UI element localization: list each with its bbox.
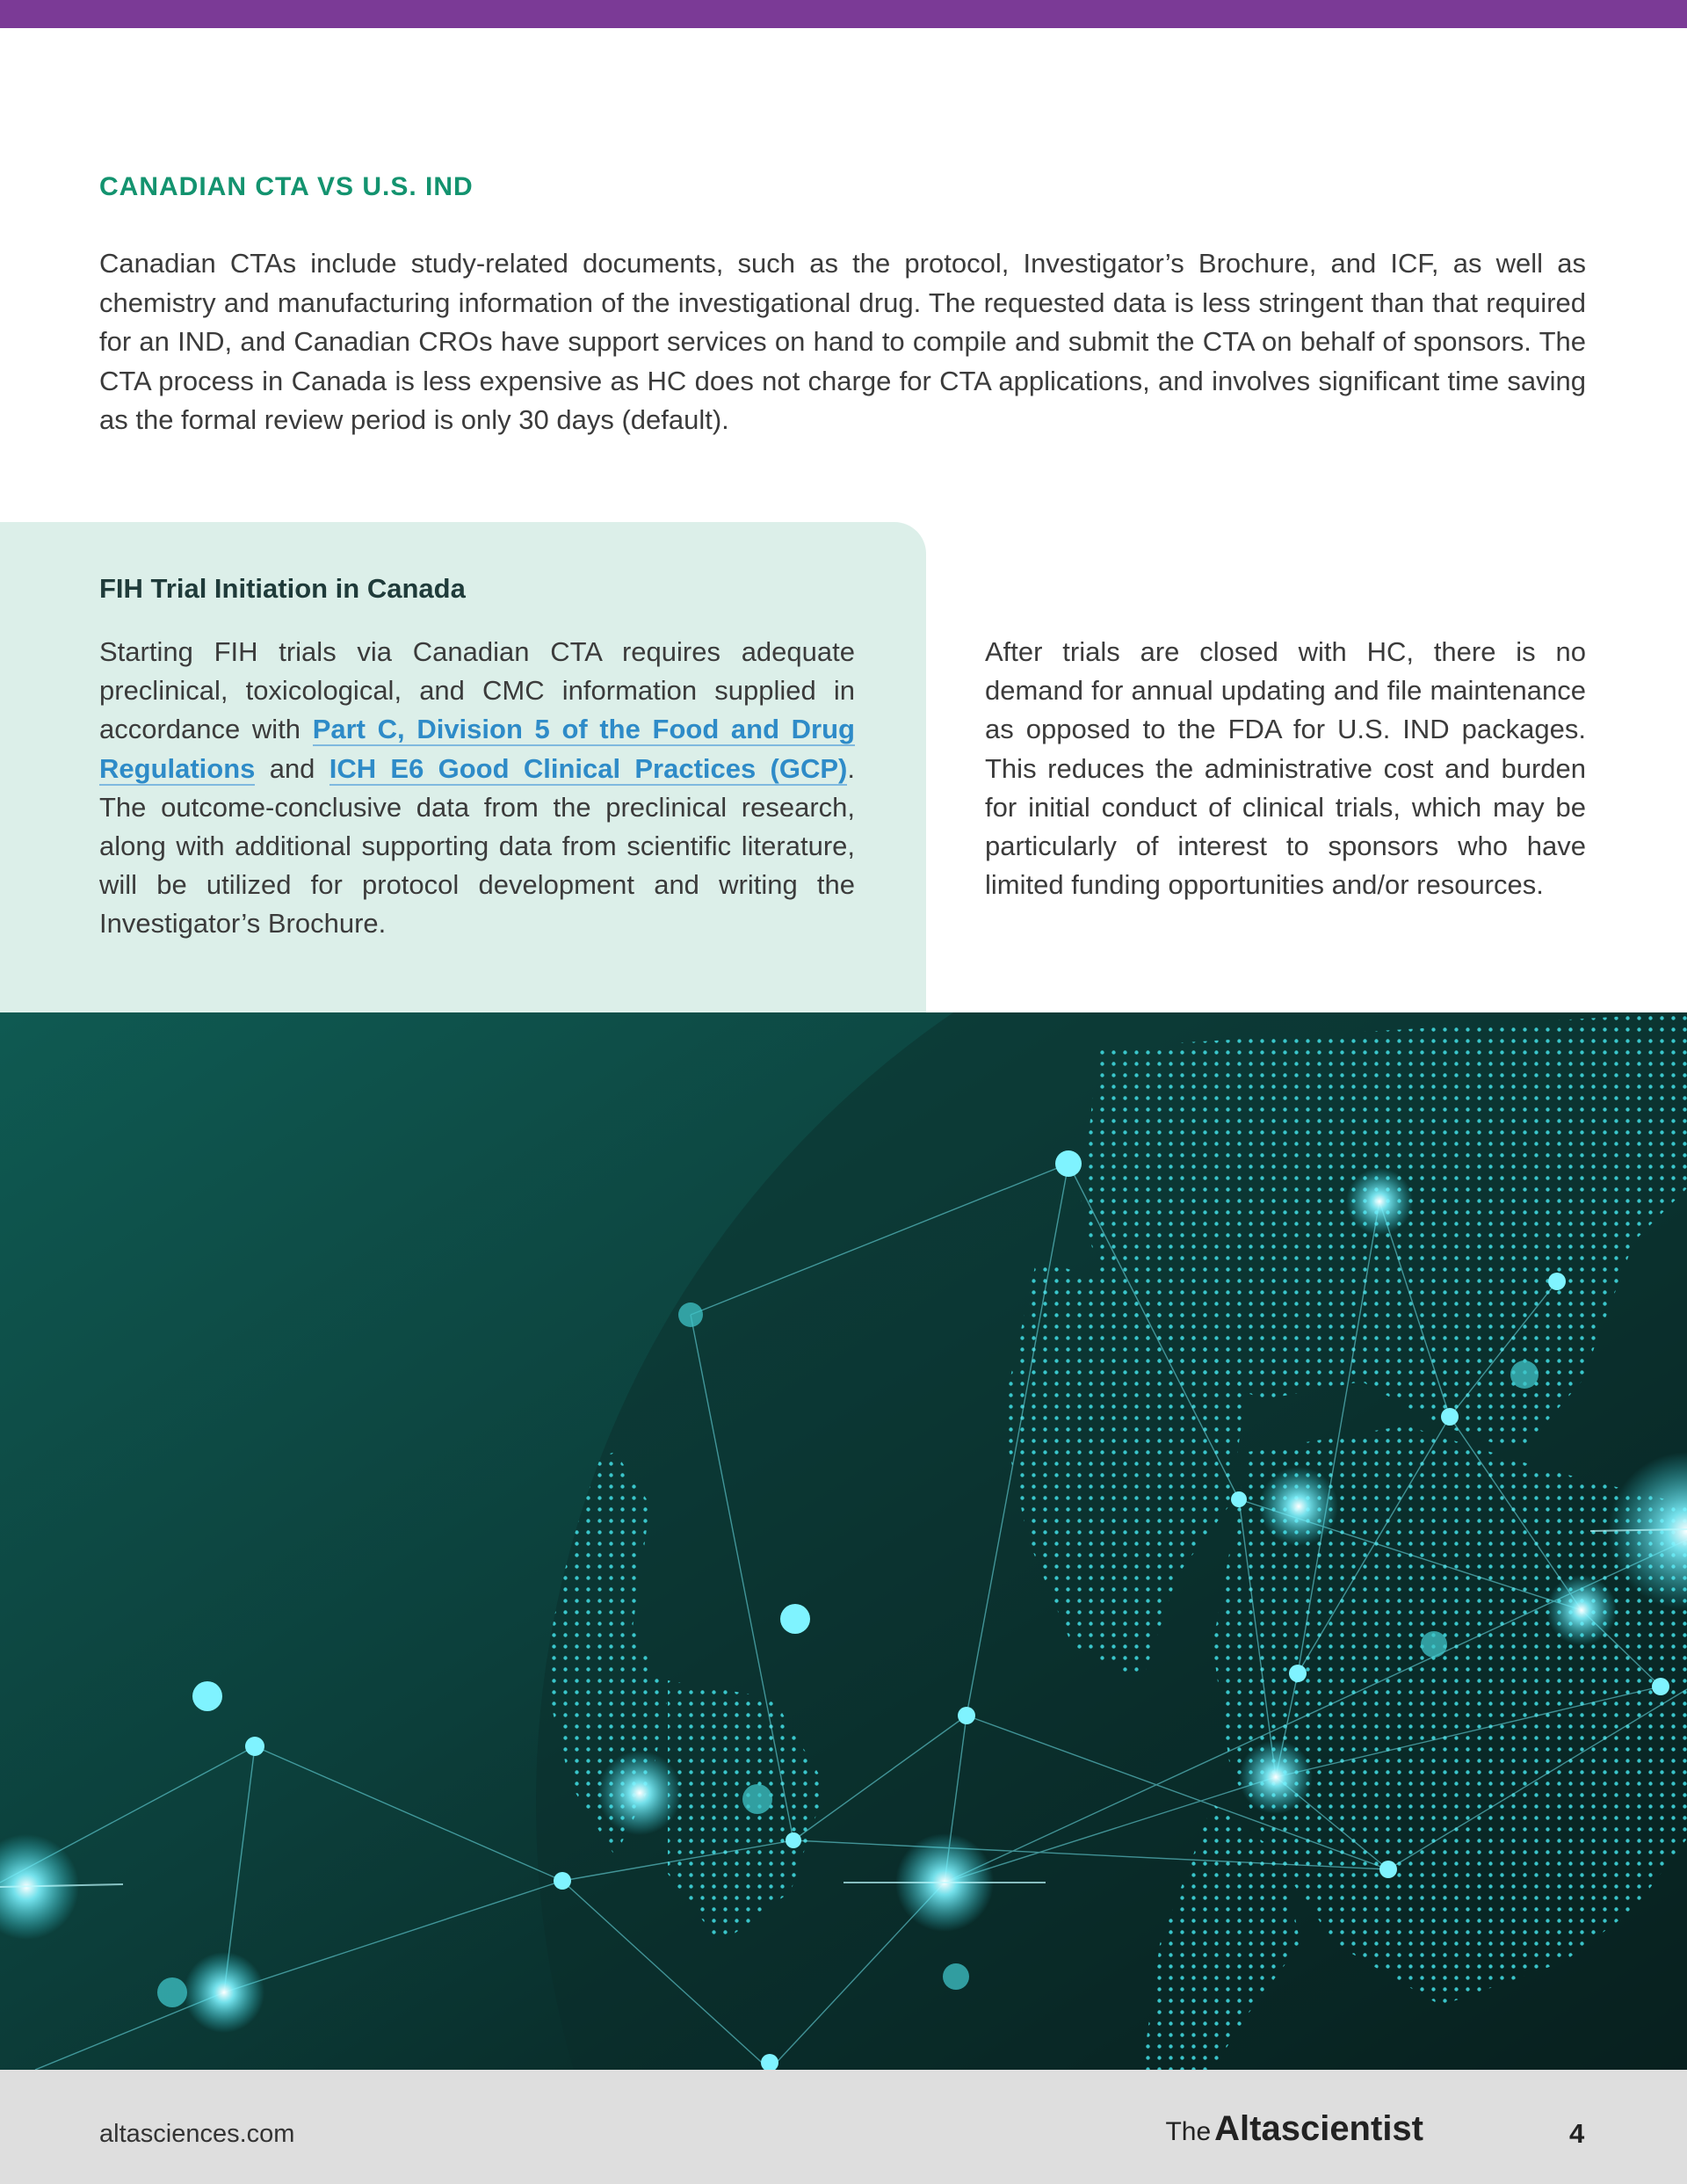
callout-text-part3: . The outcome-conclusive data from the preclinical research, along with additional supporting data from scientific literature, will be utilized for protocol development and writing the Investigator’s Brochure. — [99, 752, 855, 940]
right-column-paragraph: After trials are closed with HC, there is no demand for annual updating and file maintenance as opposed to the FDA for U.S. IND packages. This reduces the administrative cost and burden for initial conduct of clinical trials, which may be particularly of interest to sponsors who have limited funding opportunities and/or resources. — [985, 636, 1586, 901]
top-accent-bar — [0, 0, 1687, 28]
globe-network-illustration — [0, 1012, 1687, 2070]
callout-text-part2: and — [255, 752, 329, 784]
brand-prefix: The — [1165, 2117, 1212, 2146]
food-drug-regulations-link[interactable]: Part C, Division 5 of the Food and Drug Regulations — [99, 714, 855, 784]
footer-url[interactable]: altasciences.com — [99, 2120, 295, 2148]
intro-paragraph: Canadian CTAs include study-related documents, such as the protocol, Investigator’s Brochure, and ICF, as well as chemistry and manufacturing information of the investigational drug. The requested data is less stringent than that required for an IND, and Canadian CROs have support services on hand to compile and submit the CTA on behalf of sponsors. The CTA process in Canada is less expensive as HC does not charge for CTA applications, and involves significant time saving as the formal review period is only 30 days (default). — [99, 248, 1586, 435]
page-number: 4 — [1569, 2118, 1585, 2149]
ich-gcp-link[interactable]: ICH E6 Good Clinical Practices (GCP) — [329, 752, 848, 784]
brand-name: Altascientist — [1214, 2109, 1423, 2148]
callout-heading: FIH Trial Initiation in Canada — [99, 573, 466, 604]
brand-logo — [1165, 2109, 1423, 2149]
callout-text-part1: Starting FIH trials via Canadian CTA requires adequate preclinical, toxicological, and CMC information supplied in accordance with — [99, 636, 855, 745]
section-heading: CANADIAN CTA VS U.S. IND — [99, 172, 474, 201]
callout-paragraph — [99, 633, 855, 944]
